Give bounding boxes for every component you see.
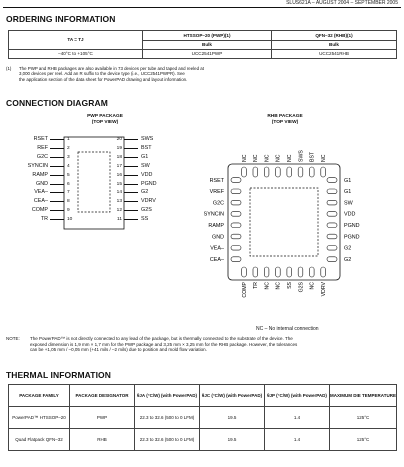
rhb-pin-pad <box>327 257 337 262</box>
pwp-pin-lead <box>124 148 138 149</box>
rhb-body <box>228 164 340 280</box>
pwp-pin-label: G2C <box>36 153 48 160</box>
rhb-pin-label: NC <box>264 282 271 290</box>
pwp-pin-lead <box>124 157 138 158</box>
thermal-title: THERMAL INFORMATION <box>6 370 111 380</box>
rhb-pin-label: PGND <box>344 234 360 241</box>
rhb-pin-pad <box>276 267 281 277</box>
rhb-pin-pad <box>327 223 337 228</box>
document-id: SLUS621A – AUGUST 2004 – SEPTEMBER 2005 <box>286 0 398 6</box>
pwp-pin-label: VDRV <box>141 198 156 205</box>
pwp-pin-lead <box>124 201 138 202</box>
thermal-header: MAXIMUM DIE TEMPERATURE <box>330 385 397 407</box>
footnote-number: (1) <box>6 66 12 71</box>
pwp-pin-label: REF <box>37 144 48 151</box>
rhb-pin-label: NC <box>264 154 271 162</box>
rhb-pin-label: SYNCIN <box>203 211 224 218</box>
pwp-pin-number: 2 <box>67 145 70 151</box>
thermal-cell: PWP <box>70 407 135 429</box>
thermal-cell: 22.3 to 32.6 (500 to 0 LFM) <box>135 407 200 429</box>
pwp-pin-number: 18 <box>116 154 122 160</box>
thermal-table <box>8 384 397 451</box>
ordering-pn-rhb: UCC2541RHB <box>272 50 397 59</box>
rhb-pin-pad <box>231 223 241 228</box>
table-row <box>9 429 397 451</box>
rhb-pin-label: NC <box>275 154 282 162</box>
rhb-pin-pad <box>310 167 315 177</box>
pwp-pin-lead <box>50 192 64 193</box>
ordering-sub-qfn: Bulk <box>272 41 397 50</box>
rhb-pin-pad <box>231 200 241 205</box>
rhb-pin-pad <box>327 189 337 194</box>
rhb-pin-label: NC <box>275 282 282 290</box>
ordering-col-htssop: HTSSOP–20 (PWP)(1) <box>143 31 272 41</box>
pwp-pin-lead <box>50 219 64 220</box>
pwp-pin-label: G2 <box>141 189 149 196</box>
pwp-pin-lead <box>50 148 64 149</box>
ordering-col-temp: TA = TJ <box>9 31 143 50</box>
rhb-pin-label: SWS <box>298 150 305 162</box>
pwp-pin-lead <box>124 210 138 211</box>
pwp-pin-lead <box>50 139 64 140</box>
ordering-sub-htssop: Bulk <box>143 41 272 50</box>
rhb-pin-label: PGND <box>344 223 360 229</box>
note-line: can be +1,05 mm / –0,05 mm (+41 mils / –2 mils) due to position and mold flow variation. <box>30 347 207 353</box>
rhb-pin-pad <box>287 167 292 177</box>
pwp-pin-label: RSET <box>33 136 48 142</box>
footnote-line: the application section of the data sheet for PowerPAD drawing and layout information. <box>19 76 188 82</box>
rhb-pin-pad <box>253 267 258 277</box>
ordering-table <box>8 30 397 59</box>
rhb-pin-pad <box>231 257 241 262</box>
pwp-pin-number: 15 <box>116 181 122 187</box>
rhb-pin-pad <box>264 267 269 277</box>
pwp-pin-number: 4 <box>67 163 70 169</box>
rhb-pin-pad <box>242 167 247 177</box>
pwp-pin-label: TR <box>40 216 48 223</box>
thermal-cell: 125°C <box>330 429 397 451</box>
rhb-pin-pad <box>327 246 337 251</box>
pwp-pin-label: VEA– <box>34 189 48 196</box>
rhb-pin-pad <box>231 178 241 183</box>
pwp-pin-number: 12 <box>116 208 122 214</box>
rhb-pin-pad <box>298 167 303 177</box>
thermal-cell: PowerPAD™ HTSSOP–20 <box>9 407 70 429</box>
rhb-pin-label: SS <box>287 282 293 289</box>
pwp-pin-lead <box>124 184 138 185</box>
rhb-pin-label: NC <box>253 154 260 162</box>
rhb-pin-label: G2S <box>298 282 305 293</box>
pwp-pin-number: 8 <box>67 199 70 205</box>
nc-note: NC – No internal connection <box>256 326 319 332</box>
rhb-pin-label: NC <box>241 154 248 162</box>
rhb-pin-label: NC <box>287 154 293 162</box>
pwp-pin-lead <box>124 175 138 176</box>
powerpad-note <box>6 336 400 353</box>
rhb-pin-pad <box>276 167 281 177</box>
rhb-pin-label: VEA– <box>210 245 224 252</box>
connection-title: CONNECTION DIAGRAM <box>6 98 108 108</box>
pwp-pin-number: 9 <box>67 208 70 214</box>
pwp-pin-label: VDD <box>141 171 153 178</box>
thermal-header: PACKAGE FAMILY <box>9 385 70 407</box>
rhb-pin-pad <box>321 167 326 177</box>
rhb-pin-label: TR <box>253 282 260 289</box>
note-line: The PowerPAD™ is not directly connected to any lead of the package, but is thermally connected to the substrate of the device. The <box>30 336 293 341</box>
pwp-pin-lead <box>124 192 138 193</box>
pwp-pin-label: SYNCIN <box>27 162 48 169</box>
rhb-pin-label: VDRV <box>320 282 327 297</box>
rhb-pin-label: G2C <box>212 200 224 207</box>
rhb-pin-pad <box>327 234 337 239</box>
pwp-pin-lead <box>124 139 138 140</box>
pwp-pin-number: 20 <box>116 137 122 142</box>
rhb-pin-label: RSET <box>209 177 224 184</box>
pwp-pin-number: 11 <box>117 217 122 223</box>
rhb-pin-label: GND <box>212 234 224 241</box>
pwp-package-title: PWP PACKAGE (TOP VIEW) <box>87 114 123 125</box>
note-label: NOTE: <box>6 336 20 341</box>
rhb-pin-pad <box>327 178 337 183</box>
rhb-pin-pad <box>253 167 258 177</box>
thermal-header: θJP (°C/W) (with PowerPAD) <box>265 385 330 407</box>
pwp-pin-lead <box>50 157 64 158</box>
rhb-package-title: RHB PACKAGE (TOP VIEW) <box>267 114 303 125</box>
rhb-pin-pad <box>231 234 241 239</box>
ordering-col-qfn: QFN–32 (RHB)(1) <box>272 31 397 41</box>
pwp-pin-label: CEA– <box>33 198 48 205</box>
ordering-temp: –40°C to +105°C <box>9 50 143 59</box>
pwp-pin-number: 13 <box>116 199 122 205</box>
pwp-pin-number: 14 <box>116 190 122 196</box>
ordering-title: ORDERING INFORMATION <box>6 14 116 24</box>
ordering-footnote <box>6 66 398 82</box>
pwp-pin-lead <box>124 166 138 167</box>
rhb-pin-pad <box>327 212 337 217</box>
rhb-pin-pad <box>231 189 241 194</box>
table-row <box>9 407 397 429</box>
rhb-pin-pad <box>298 267 303 277</box>
rhb-pin-label: SW <box>344 200 353 207</box>
rhb-pin-label: VREF <box>209 189 224 196</box>
rhb-pin-pad <box>231 212 241 217</box>
pwp-pin-label: COMP <box>31 207 48 214</box>
rhb-pin-label: NC <box>309 282 316 290</box>
rhb-pin-label: NC <box>320 154 327 162</box>
thermal-header: θJA (°C/W) (with PowerPAD) <box>135 385 200 407</box>
pwp-pin-number: 6 <box>67 181 70 187</box>
pwp-pin-lead <box>124 219 138 220</box>
rhb-pin-label: CEA– <box>209 256 224 263</box>
pwp-pin-label: G2S <box>141 207 152 214</box>
pwp-pin-label: G1 <box>141 153 149 160</box>
ordering-pn-pwp: UCC2541PWP <box>143 50 272 59</box>
thermal-cell: Quad Flatpack QFN–32 <box>9 429 70 451</box>
thermal-cell: 19.5 <box>200 429 265 451</box>
pwp-pin-lead <box>50 184 64 185</box>
pwp-pin-number: 16 <box>116 172 122 178</box>
pwp-pin-label: GND <box>36 180 48 187</box>
rhb-pin-label: RAMP <box>208 223 224 229</box>
rhb-pin-pad <box>242 267 247 277</box>
pwp-pin-number: 17 <box>116 163 122 169</box>
thermal-header: PACKAGE DESIGNATOR <box>70 385 135 407</box>
pwp-pin-lead <box>50 201 64 202</box>
pwp-pin-number: 19 <box>116 145 122 151</box>
pwp-pin-label: RAMP <box>32 171 48 178</box>
pwp-pin-label: BST <box>141 144 152 151</box>
thermal-cell: 22.3 to 32.6 (500 to 0 LFM) <box>135 429 200 451</box>
rhb-pin-label: G2 <box>344 256 352 263</box>
rhb-pin-pad <box>327 200 337 205</box>
pwp-pin-lead <box>50 166 64 167</box>
pwp-pin-number: 7 <box>67 190 70 196</box>
pwp-pin-label: PGND <box>141 180 157 187</box>
rhb-pin-pad <box>310 267 315 277</box>
pwp-pin-label: SS <box>141 216 149 223</box>
pwp-pin-lead <box>50 175 64 176</box>
pwp-pin-number: 5 <box>67 172 70 178</box>
rhb-pin-label: G1 <box>344 177 352 184</box>
rhb-pin-label: COMP <box>241 282 248 298</box>
pwp-pin-number: 1 <box>67 137 70 142</box>
footnote-line: The PWP and RHB packages are also available in 73 devices per tube and taped and reeled at <box>19 66 204 71</box>
header-rule <box>3 7 401 8</box>
thermal-header: θJC (°C/W) (with PowerPAD) <box>200 385 265 407</box>
rhb-pin-pad <box>231 246 241 251</box>
pwp-pin-label: SW <box>141 162 150 169</box>
thermal-cell: 19.5 <box>200 407 265 429</box>
rhb-pin-label: BST <box>309 151 316 162</box>
rhb-pin-label: G2 <box>344 245 352 252</box>
rhb-package-body <box>180 130 392 320</box>
rhb-pin-pad <box>287 267 292 277</box>
note-line: exposed dimension is 1,9 mm × 1,7 mm for the PWP package and 3,25 mm × 3,25 mm for the RHB package. However, the tolerances <box>30 341 298 347</box>
pwp-pin-lead <box>50 210 64 211</box>
rhb-pin-pad <box>264 167 269 177</box>
rhb-pin-pad <box>321 267 326 277</box>
rhb-pin-label: G1 <box>344 189 352 196</box>
footnote-line: 3,000 devices per reel. Add an R suffix to the device type (i.e., UCC2541PWPR). See <box>19 71 185 77</box>
thermal-cell: 1.4 <box>265 429 330 451</box>
rhb-pin-label: VDD <box>344 211 356 218</box>
pwp-pin-number: 3 <box>67 154 70 160</box>
thermal-cell: 1.4 <box>265 407 330 429</box>
thermal-cell: 125°C <box>330 407 397 429</box>
thermal-cell: RHB <box>70 429 135 451</box>
pwp-pin-label: SWS <box>141 136 154 142</box>
pwp-pin-number: 10 <box>67 217 73 223</box>
